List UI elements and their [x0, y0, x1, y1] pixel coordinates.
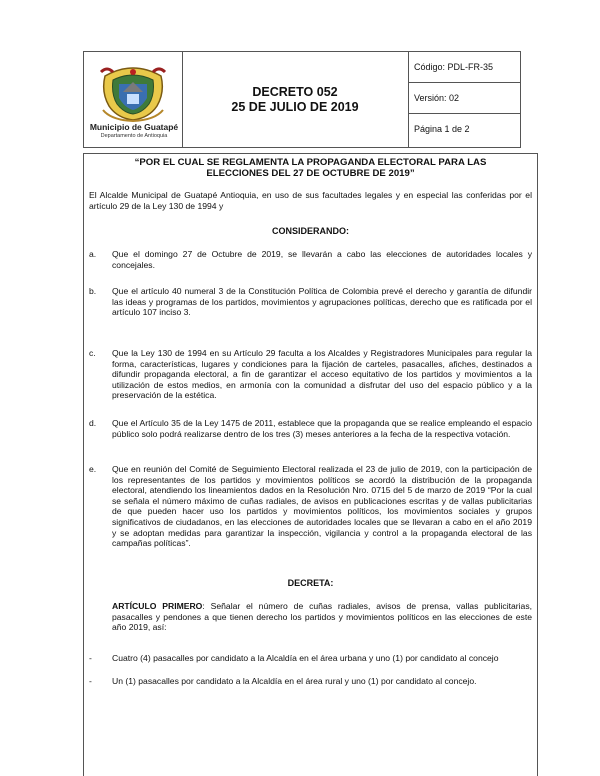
logo-subtitle: Departamento de Antioquia — [100, 133, 168, 139]
page-number: Página 1 de 2 — [414, 124, 470, 134]
decree-date: 25 DE JULIO DE 2019 — [231, 100, 359, 114]
item-e-text: Que en reunión del Comité de Seguimiento Electoral realizada el 23 de julio de 2019, con la participación de los representantes de los partidos y movimientos políticos se acordó la distribución de la propaganda electoral, atendiendo los lineamientos dados en la Resolución Nro. 0715 del 5 de marzo de 2019 “Por la cual se señala el número máximo de cuñas radiales, de avisos en publicaciones escritas y de vallas publicitarias de que pueden hacer uso los partidos y movimientos políticos, los movimientos sociales y grupos significativos de ciudadanos, en las elecciones de autoridades locales que se llevaran a cabo en el año 2019 y se adoptan medidas para garantizar la inspección, vigilancia y control a la propaganda electoral de las campañas políticas”. — [112, 464, 532, 549]
municipal-seal-icon — [97, 62, 169, 122]
decreta-title: DECRETA: — [287, 578, 334, 588]
decree-number: DECRETO 052 — [252, 85, 338, 99]
document-body — [83, 153, 538, 776]
item-c-label: c. — [89, 348, 96, 358]
document-version: Versión: 02 — [409, 83, 520, 114]
item-e-label: e. — [89, 464, 97, 474]
decree-title-cell — [182, 52, 409, 147]
bullet-1-text: Cuatro (4) pasacalles por candidato a la Alcaldía en el área urbana y uno (1) por candidato al concejo — [112, 653, 499, 663]
bullet-1-marker: - — [89, 653, 92, 663]
articulo-primero-text: : Señalar el número de cuñas radiales, avisos de prensa, vallas publicitarias, pasacalles y pendones a que tienen derecho los partidos y movimientos políticos en las elecciones de este año 2019, así: — [112, 601, 533, 633]
heading-line-1: “POR EL CUAL SE REGLAMENTA LA PROPAGANDA ELECTORAL PARA LAS — [134, 157, 487, 168]
item-d-label: d. — [89, 418, 97, 428]
bullet-2-marker: - — [89, 676, 92, 686]
bullet-2-text: Un (1) pasacalles por candidato a la Alcaldía en el área rural y uno (1) por candidato al concejo. — [112, 676, 477, 686]
intro-paragraph: El Alcalde Municipal de Guatapé Antioquia, en uso de sus facultades legales y en especial las conferidas por el artículo 29 de la Ley 130 de 1994 y — [89, 190, 532, 211]
articulo-primero-label: ARTÍCULO PRIMERO — [112, 601, 203, 611]
articulo-primero — [112, 601, 532, 633]
heading-line-2: ELECCIONES DEL 27 DE OCTUBRE DE 2019” — [206, 168, 415, 179]
item-a-text: Que el domingo 27 de Octubre de 2019, se llevarán a cabo las elecciones de autoridades locales y concejales. — [112, 249, 532, 270]
considerando-title: CONSIDERANDO: — [271, 226, 349, 236]
document-code: Código: PDL-FR-35 — [409, 52, 520, 83]
document-meta — [409, 52, 520, 147]
logo-cell — [84, 52, 183, 147]
logo-name: Municipio de Guatapé — [89, 122, 179, 132]
item-b-text: Que el artículo 40 numeral 3 de la Constitución Política de Colombia prevé el derecho y garantía de difundir las ideas y programas de los partidos, movimientos y agrupaciones políticas, derecho que es ratificada por el artículo 107 inciso 3. — [112, 286, 532, 318]
item-b-label: b. — [89, 286, 97, 296]
item-d-text: Que el Artículo 35 de la Ley 1475 de 2011, establece que la propaganda que se realice empleando el espacio público solo podrá realizarse dentro de los tres (3) meses anteriores a la fecha de la respectiva votación. — [112, 418, 532, 439]
document-header — [83, 51, 521, 148]
item-a-label: a. — [89, 249, 97, 259]
item-c-text: Que la Ley 130 de 1994 en su Artículo 29 faculta a los Alcaldes y Registradores Municipales para regular la forma, características, lugares y condiciones para la fijación de carteles, pasacalles, afiches, destinados a difundir propaganda electoral, a fin de garantizar el acceso equitativo de los partidos y movimientos a la utilización de estos medios, en armonía con la comunidad a disfrutar del uso del espacio público y a la preservación de la estética. — [112, 348, 532, 401]
